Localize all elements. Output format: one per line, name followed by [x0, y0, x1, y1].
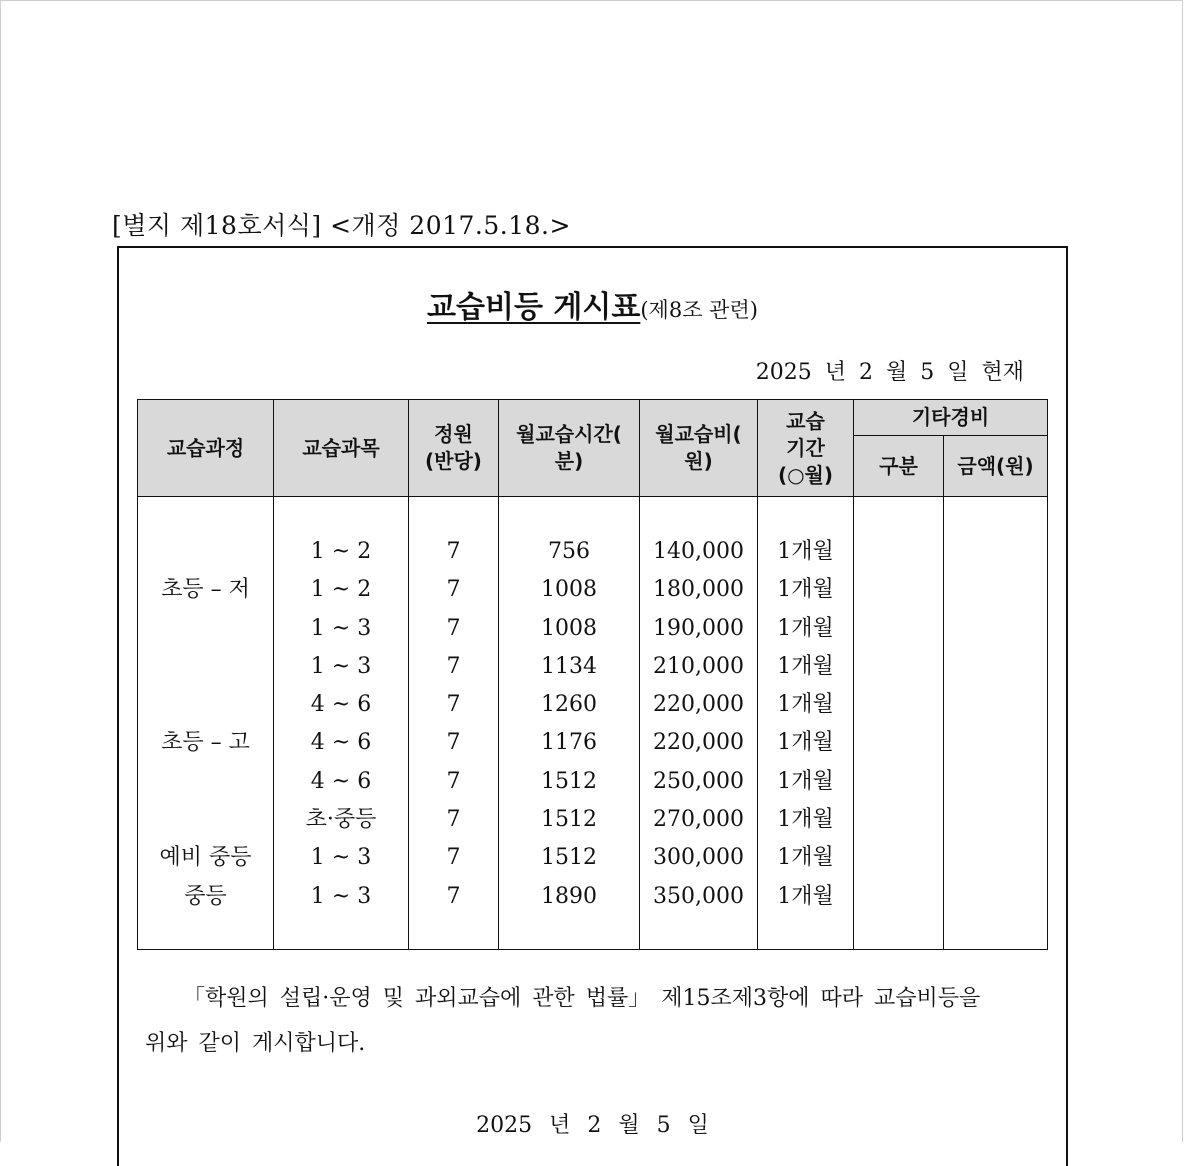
table-cell: 300,000 — [653, 845, 744, 871]
header-other-expenses: 기타경비 — [854, 400, 1048, 436]
other-amount-column — [944, 497, 1048, 950]
signed-date: 2025 년 2 월 5 일 — [476, 1113, 709, 1138]
course-column — [138, 497, 274, 950]
table-cell: 1890 — [541, 883, 597, 909]
header-period-line: 기간 — [786, 435, 825, 460]
table-cell: 180,000 — [653, 577, 744, 603]
table-cell: 1개월 — [777, 807, 834, 833]
table-cell: 7 — [446, 883, 461, 909]
table-cell: 350,000 — [653, 883, 744, 909]
table-cell: 1512 — [541, 845, 597, 871]
header-other-amount: 금액(원) — [944, 436, 1048, 497]
header-hours-line: 월교습시간( — [516, 422, 622, 446]
table-cell: 270,000 — [653, 807, 744, 833]
as-of-date: 2025 년 2 월 5 일 현재 — [755, 360, 1024, 385]
table-cell: 7 — [446, 807, 461, 833]
table-cell: 250,000 — [653, 768, 744, 794]
header-period — [758, 400, 854, 497]
other-type-column — [854, 497, 944, 950]
table-cell: 220,000 — [653, 692, 744, 718]
table-cell: 1 ~ 3 — [310, 845, 372, 871]
table-cell: 190,000 — [653, 615, 744, 641]
table-cell: 1134 — [541, 653, 597, 679]
table-cell — [138, 610, 273, 648]
capacity-column — [409, 497, 499, 950]
table-cell — [138, 648, 273, 686]
notice-text — [145, 976, 1045, 1066]
notice-line-1: 「학원의 설립·운영 및 과외교습에 관한 법률」 제15조제3항에 따라 교습비등을 — [183, 986, 981, 1011]
table-cell: 7 — [446, 768, 461, 794]
table-cell: 1개월 — [777, 577, 834, 603]
table-cell: 1008 — [541, 615, 597, 641]
document-title — [119, 282, 1066, 326]
table-cell — [138, 763, 273, 801]
table-cell: 7 — [446, 653, 461, 679]
fee-column — [640, 497, 758, 950]
table-cell: 1개월 — [777, 845, 834, 871]
table-cell: 1 ~ 3 — [310, 615, 372, 641]
header-subject: 교습과목 — [274, 400, 409, 497]
table-cell: 초등 – 저 — [161, 577, 250, 603]
notice-line — [145, 976, 1045, 1021]
header-period-line: 교습 — [786, 408, 825, 433]
header-monthly-hours — [499, 400, 640, 497]
table-cell: 4 ~ 6 — [310, 692, 372, 718]
table-cell: 7 — [446, 577, 461, 603]
header-period-line: (○월) — [777, 462, 834, 487]
table-cell: 예비 중등 — [159, 845, 252, 871]
notice-line-2: 위와 같이 게시합니다. — [145, 1031, 366, 1056]
table-cell: 1개월 — [777, 883, 834, 909]
table-cell: 4 ~ 6 — [310, 768, 372, 794]
header-capacity-line: 정원 — [434, 422, 473, 446]
header-other-type: 구분 — [854, 436, 944, 497]
header-capacity — [409, 400, 499, 497]
table-cell: 1512 — [541, 768, 597, 794]
table-cell — [138, 801, 273, 839]
table-cell: 1176 — [541, 730, 597, 756]
table-cell — [138, 686, 273, 724]
table-cell: 1260 — [541, 692, 597, 718]
table-cell: 1개월 — [777, 692, 834, 718]
table-cell: 1개월 — [777, 730, 834, 756]
header-capacity-line: (반당) — [425, 449, 482, 473]
title-sub: (제8조 관련) — [640, 298, 758, 322]
table-cell: 1 ~ 2 — [310, 539, 372, 564]
table-cell: 756 — [548, 539, 590, 564]
table-cell: 1512 — [541, 807, 597, 833]
table-cell: 1 ~ 3 — [310, 883, 372, 909]
fee-table — [137, 399, 1048, 950]
table-cell: 초등 – 고 — [161, 730, 250, 756]
table-cell: 1 ~ 2 — [310, 577, 372, 603]
table-cell: 4 ~ 6 — [310, 730, 372, 756]
table-cell: 초·중등 — [305, 807, 377, 833]
header-hours-line: 분) — [554, 449, 584, 473]
header-monthly-fee — [640, 400, 758, 497]
header-fee-line: 원) — [684, 449, 713, 473]
title-main: 교습비등 게시표 — [427, 290, 641, 325]
table-cell: 1 ~ 3 — [310, 653, 372, 679]
hours-column — [499, 497, 640, 950]
table-cell: 7 — [446, 730, 461, 756]
period-column — [758, 497, 854, 950]
table-cell: 7 — [446, 615, 461, 641]
form-header: [별지 제18호서식] <개정 2017.5.18.> — [112, 211, 571, 240]
table-cell: 1개월 — [777, 615, 834, 641]
table-cell: 220,000 — [653, 730, 744, 756]
table-cell — [138, 533, 273, 571]
header-course: 교습과정 — [138, 400, 274, 497]
table-cell: 7 — [446, 845, 461, 871]
table-cell: 210,000 — [653, 653, 744, 679]
header-fee-line: 월교습비( — [655, 422, 742, 446]
table-cell: 1개월 — [777, 539, 834, 564]
subject-column — [274, 497, 409, 950]
table-cell: 1008 — [541, 577, 597, 603]
table-cell: 140,000 — [653, 539, 744, 564]
table-cell: 중등 — [184, 883, 227, 909]
notice-frame — [117, 246, 1068, 1166]
table-cell: 7 — [446, 692, 461, 718]
table-cell: 1개월 — [777, 653, 834, 679]
table-cell: 1개월 — [777, 768, 834, 794]
table-cell: 7 — [446, 539, 461, 564]
